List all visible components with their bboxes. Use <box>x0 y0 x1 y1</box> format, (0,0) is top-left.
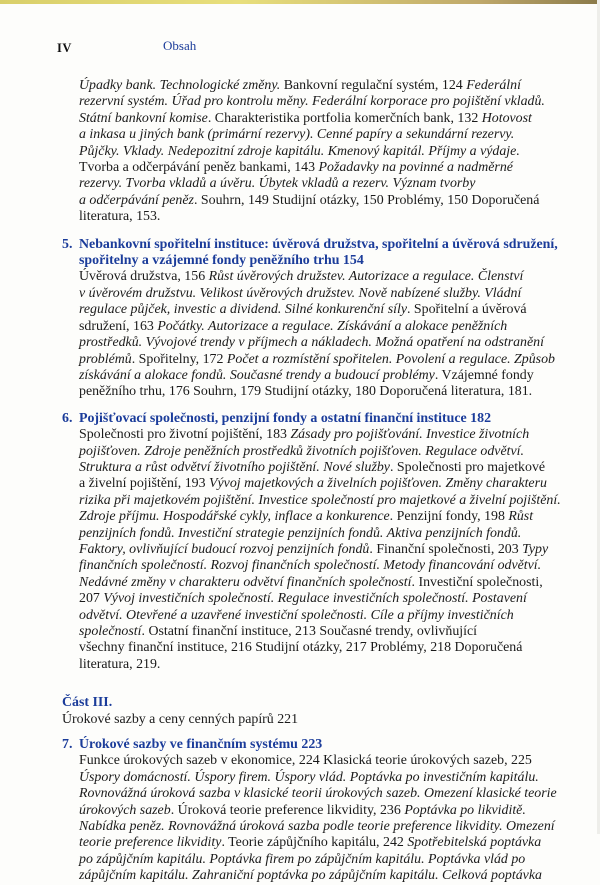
section-text: . Vzájemné fondy <box>434 367 534 383</box>
section-text: sdružení, 163 <box>79 318 158 334</box>
chapter-title-line: Úrokové sazby ve finančním systému 223 <box>79 737 323 753</box>
entry-line <box>79 803 562 819</box>
chapter-title-line: spořitelny a vzájemné fondy peněžního trhu 154 <box>79 253 364 269</box>
section-text: . Souhrn, 149 Studijní otázky, 150 Problémy, 150 Doporučená <box>193 192 540 208</box>
section-text: 207 <box>79 591 104 607</box>
subsection-text: zápůjčním kapitálu. Zahraniční poptávka po zápůjčním kapitálu. Celková poptávka <box>79 868 542 884</box>
subsection-text: Státní bankovní komise <box>79 110 208 126</box>
section-text: . Finanční společnosti, 203 <box>369 541 523 557</box>
chapter-number: 5. <box>62 236 73 252</box>
entry-line <box>79 160 562 176</box>
subsection-text: Vývoj majetkových a živelních pojišťoven. Změny charakteru <box>209 476 547 492</box>
subsection-text: společností <box>79 624 142 639</box>
subsection-text: úrokových sazeb <box>79 802 171 818</box>
subsection-text: prostředků. Vývojové trendy v příjmech a nákladech. Možná opatření na odstranění <box>79 335 544 351</box>
entry-line <box>79 269 562 285</box>
subsection-text: Úpadky bank. Technologické změny. <box>79 78 281 93</box>
entry-line <box>79 352 562 368</box>
subsection-text: Půjčky. Vklady. Nedepozitní zdroje kapitálu. Kmenový kapitál. Příjmy a výdaje. <box>79 143 520 159</box>
subsection-text: Nabídka peněz. Rovnovážná úroková sazba podle teorie preference likvidity. Omezení <box>79 819 555 835</box>
section-text: a živelní pojištění, 193 <box>79 476 210 492</box>
subsection-text: Faktory, ovlivňující budoucí rozvoj penzijních fondů <box>79 541 370 557</box>
subsection-text: rezervní systém. Úřad pro kontrolu měny. Federální korporace pro pojištění vkladů. <box>79 94 545 110</box>
subsection-text: Úspory domácností. Úspory firem. Úspory vlád. Poptávka po investičním kapitálu. <box>79 769 539 785</box>
subsection-text: pojišťoven. Zdroje peněžních prostředků životních pojišťoven. Regulace odvětví. <box>79 443 524 459</box>
entry-line <box>79 608 562 624</box>
table-of-contents <box>62 78 562 885</box>
entry-line <box>79 127 562 143</box>
chapter-title-line: Nebankovní spořitelní instituce: úvěrová družstva, spořitelní a úvěrová sdružení, <box>79 236 558 252</box>
part-subtitle[interactable]: Úrokové sazby a ceny cenných papírů 221 <box>62 711 299 727</box>
subsection-text: Počet a rozmístění spořitelen. Povolení a regulace. Způsob <box>226 351 555 367</box>
section-text: Společnosti pro životní pojištění, 183 <box>79 427 291 443</box>
subsection-text: Růst <box>508 509 534 525</box>
entry-line <box>79 786 562 802</box>
chapter-7 <box>62 737 562 885</box>
entry-line <box>79 868 562 884</box>
subsection-text: penzijních fondů. Investiční strategie penzijních fondů. Aktiva penzijních fondů. <box>79 525 522 541</box>
subsection-text: rezervy. Tvorba vkladů a úvěru. Úbytek vkladů a rezerv. Význam tvorby <box>79 176 476 192</box>
section-text: . Teorie zápůjčního kapitálu, 242 <box>221 835 408 851</box>
entry-line <box>79 526 562 542</box>
continuation-entry <box>62 78 562 226</box>
entry-line <box>79 542 562 558</box>
subsection-text: Federální <box>466 78 521 93</box>
scan-top-edge <box>0 0 600 4</box>
subsection-text: Zásady pro pojišťování. Investice životních <box>290 427 530 443</box>
entry-line <box>79 176 562 192</box>
subsection-text: Požadavky na povinné a nadměrné <box>318 160 513 176</box>
entry-line <box>79 657 562 673</box>
section-text: Tvorba a odčerpávání peněz bankami, 143 <box>79 160 319 176</box>
chapter-title-line: Pojišťovací společnosti, penzijní fondy a ostatní finanční instituce 182 <box>79 410 492 426</box>
entry-line <box>79 319 562 335</box>
chapter-entries <box>62 753 562 884</box>
entry-line <box>79 819 562 835</box>
section-text: peněžního trhu, 176 Souhrn, 179 Studijní otázky, 180 Doporučená literatura, 181. <box>79 384 533 400</box>
section-text: . Spořitelní a úvěrová <box>406 302 527 318</box>
subsection-text: Spotřebitelská poptávka <box>407 835 542 851</box>
chapter-title[interactable] <box>62 737 562 753</box>
subsection-text: Typy <box>522 541 549 557</box>
entry-line <box>79 835 562 851</box>
entry-line <box>79 368 562 384</box>
entry-line <box>79 193 562 209</box>
subsection-text: odvětví. Otevřené a uzavřené investiční společnosti. Cíle a příjmy investičních <box>79 607 514 623</box>
chapter-number: 6. <box>62 410 73 426</box>
entry-line <box>79 209 562 225</box>
chapter-title[interactable] <box>62 411 562 427</box>
entry-line <box>79 575 562 591</box>
part-title[interactable]: Část III. <box>62 695 113 711</box>
entry-line <box>79 94 562 110</box>
subsection-text: regulace půjček, investic a dividend. Silné konkurenční síly <box>79 302 407 318</box>
entry-line <box>79 558 562 574</box>
section-text: . Společnosti pro majetkové <box>389 459 546 475</box>
section-text: . Ostatní finanční instituce, 213 Současné trendy, ovlivňující <box>141 624 478 639</box>
entry-line <box>79 509 562 525</box>
entry-line <box>79 640 562 656</box>
section-text: literatura, 219. <box>79 656 161 672</box>
subsection-text: v úvěrovém družstvu. Velikost úvěrových družstev. Nově nabízené služby. Vládní <box>79 285 522 301</box>
entry-line <box>79 476 562 492</box>
entry-line <box>79 753 562 769</box>
section-text: . Penzijní fondy, 198 <box>389 509 509 525</box>
subsection-text: Růst úvěrových družstev. Autorizace a regulace. Členství <box>208 269 524 285</box>
entry-line <box>79 444 562 460</box>
section-text: . Charakteristika portfolia komerčních bank, 132 <box>207 110 482 126</box>
subsection-text: Struktura a růst odvětví životního pojištění. Nové služby <box>79 459 390 475</box>
subsection-text: Nedávné změny v charakteru odvětví finančních společností <box>79 574 412 590</box>
subsection-text: Počátky. Autorizace a regulace. Získávání a alokace peněžních <box>157 318 508 334</box>
entry-line <box>79 111 562 127</box>
entry-line <box>79 770 562 786</box>
entry-line <box>79 335 562 351</box>
page-header <box>0 38 600 58</box>
chapter-title[interactable] <box>62 237 562 270</box>
section-text: Bankovní regulační systém, 124 <box>280 78 467 93</box>
section-text: . Úroková teorie preference likvidity, 236 <box>170 802 405 818</box>
subsection-text: Poptávka po likviditě. <box>404 802 526 818</box>
section-text: . Investiční společnosti, <box>411 574 543 590</box>
subsection-text: finančních společností. Rozvoj finančních společností. Metody financování odvětví. <box>79 558 542 574</box>
page-number: IV <box>57 41 72 55</box>
subsection-text: teorie preference likvidity <box>79 835 222 851</box>
subsection-text: problémů <box>79 351 132 367</box>
chapter-5 <box>62 237 562 401</box>
entry-line <box>79 78 562 94</box>
subsection-text: Vývoj investičních společností. Regulace investičních společností. Postavení <box>103 591 527 607</box>
entry-line <box>79 286 562 302</box>
section-text: . Spořitelny, 172 <box>131 351 227 367</box>
subsection-text: Zdroje příjmu. Hospodářské cykly, inflace a konkurence <box>79 509 390 525</box>
chapter-number: 7. <box>62 737 73 753</box>
subsection-text: a odčerpávání peněz <box>79 192 194 208</box>
subsection-text: Hotovost <box>481 110 532 126</box>
subsection-text: a inkasa u jiných bank (primární rezervy). Cenné papíry a sekundární rezervy. <box>79 127 515 143</box>
entry-line <box>79 460 562 476</box>
subsection-text: rizika při majetkovém pojištění. Investice společností pro majetkové a živelní pojištění. <box>79 492 561 508</box>
subsection-text: Rovnovážná úroková sazba v klasické teorii úrokových sazeb. Omezení klasické teorie <box>79 786 557 802</box>
section-text: literatura, 153. <box>79 209 161 225</box>
chapter-entries <box>62 427 562 673</box>
section-text: všechny finanční instituce, 216 Studijní otázky, 217 Problémy, 218 Doporučená <box>79 640 523 656</box>
section-text: Funkce úrokových sazeb v ekonomice, 224 Klasická teorie úrokových sazeb, 225 <box>79 753 532 769</box>
entry-line <box>79 624 562 640</box>
entry-line <box>79 427 562 443</box>
entry-line <box>79 384 562 400</box>
part-3 <box>62 695 562 728</box>
entry-line <box>79 591 562 607</box>
entry-line <box>79 493 562 509</box>
entry-line <box>79 302 562 318</box>
entry-line <box>79 144 562 160</box>
chapter-entries <box>62 269 562 400</box>
subsection-text: po zápůjčním kapitálu. Poptávka firem po zápůjčním kapitálu. Poptávka vlád po <box>79 851 526 867</box>
section-text: Úvěrová družstva, 156 <box>79 269 209 285</box>
subsection-text: získávání a alokace fondů. Současné trendy a budoucí problémy <box>79 367 435 383</box>
entry-line <box>79 852 562 868</box>
running-title: Obsah <box>163 38 197 53</box>
chapter-6 <box>62 411 562 674</box>
